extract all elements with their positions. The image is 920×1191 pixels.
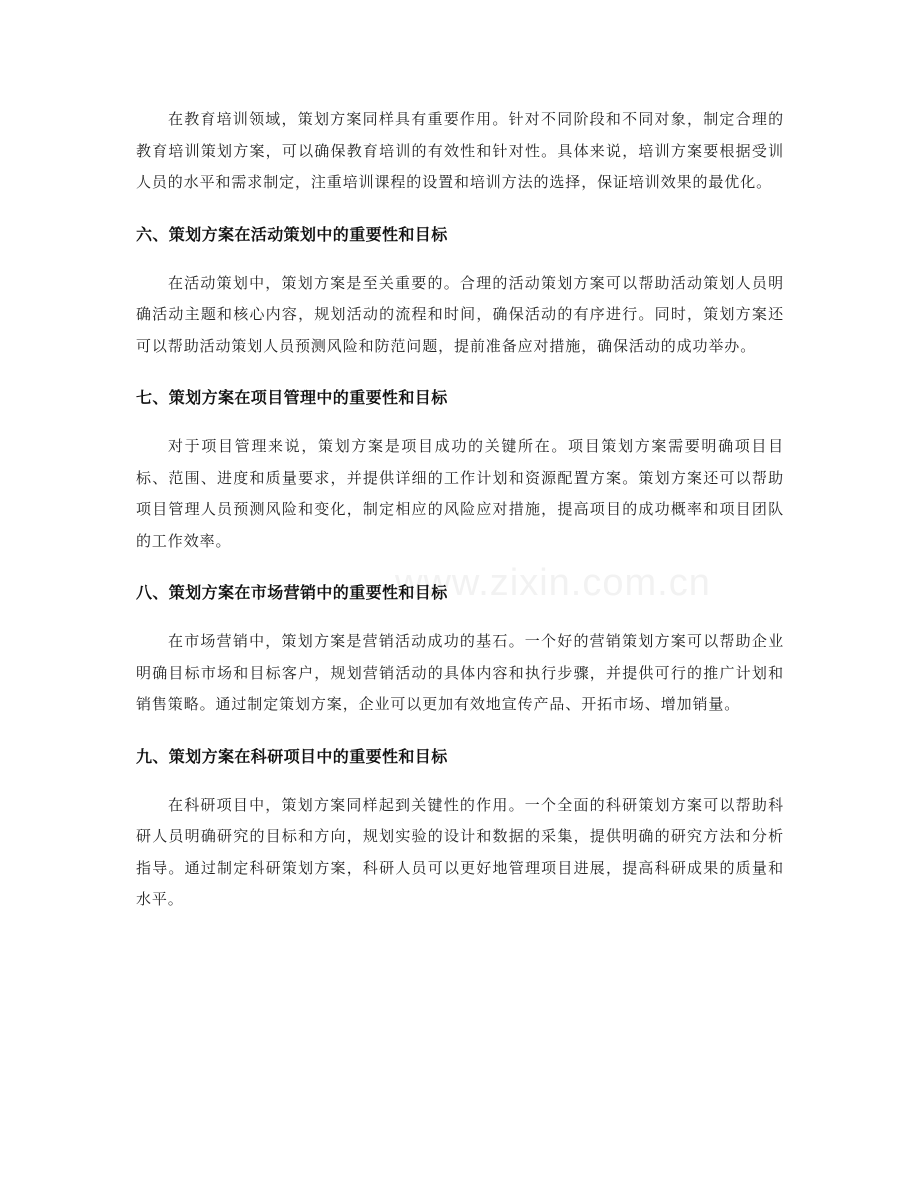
section-body-9: 在科研项目中，策划方案同样起到关键性的作用。一个全面的科研策划方案可以帮助科研人员明确研究的目标和方向，规划实验的设计和数据的采集，提供明确的研究方法和分析指导。通过制定科研策划方案，科研人员可以更好地管理项目进展，提高科研成果的质量和水平。 <box>136 795 784 908</box>
section-body-7: 对于项目管理来说，策划方案是项目成功的关键所在。项目策划方案需要明确项目目标、范围、进度和质量要求，并提供详细的工作计划和资源配置方案。策划方案还可以帮助项目管理人员预测风险和变化，制定相应的风险应对措施，提高项目的成功概率和项目团队的工作效率。 <box>136 437 784 550</box>
intro-paragraph: 在教育培训领域，策划方案同样具有重要作用。针对不同阶段和不同对象，制定合理的教育培训策划方案，可以确保教育培训的有效性和针对性。具体来说，培训方案要根据受训人员的水平和需求制定，注重培训课程的设置和培训方法的选择，保证培训效果的最优化。 <box>136 110 784 191</box>
document-page <box>136 104 784 916</box>
section-body-6: 在活动策划中，策划方案是至关重要的。合理的活动策划方案可以帮助活动策划人员明确活动主题和核心内容，规划活动的流程和时间，确保活动的有序进行。同时，策划方案还可以帮助活动策划人员预测风险和防范问题，提前准备应对措施，确保活动的成功举办。 <box>136 273 784 355</box>
watermark: www.zixin.com.cn <box>395 562 711 604</box>
section-heading-7: 七、策划方案在项目管理中的重要性和目标 <box>136 388 448 407</box>
section-heading-6: 六、策划方案在活动策划中的重要性和目标 <box>136 224 448 244</box>
section-heading-8: 八、策划方案在市场营销中的重要性和目标 <box>136 583 448 602</box>
section-body-8: 在市场营销中，策划方案是营销活动成功的基石。一个好的营销策划方案可以帮助企业明确目标市场和目标客户，规划营销活动的具体内容和执行步骤，并提供可行的推广计划和销售策略。通过制定策划方案，企业可以更加有效地宣传产品、开拓市场、增加销量。 <box>136 632 784 713</box>
section-heading-9: 九、策划方案在科研项目中的重要性和目标 <box>136 746 448 766</box>
